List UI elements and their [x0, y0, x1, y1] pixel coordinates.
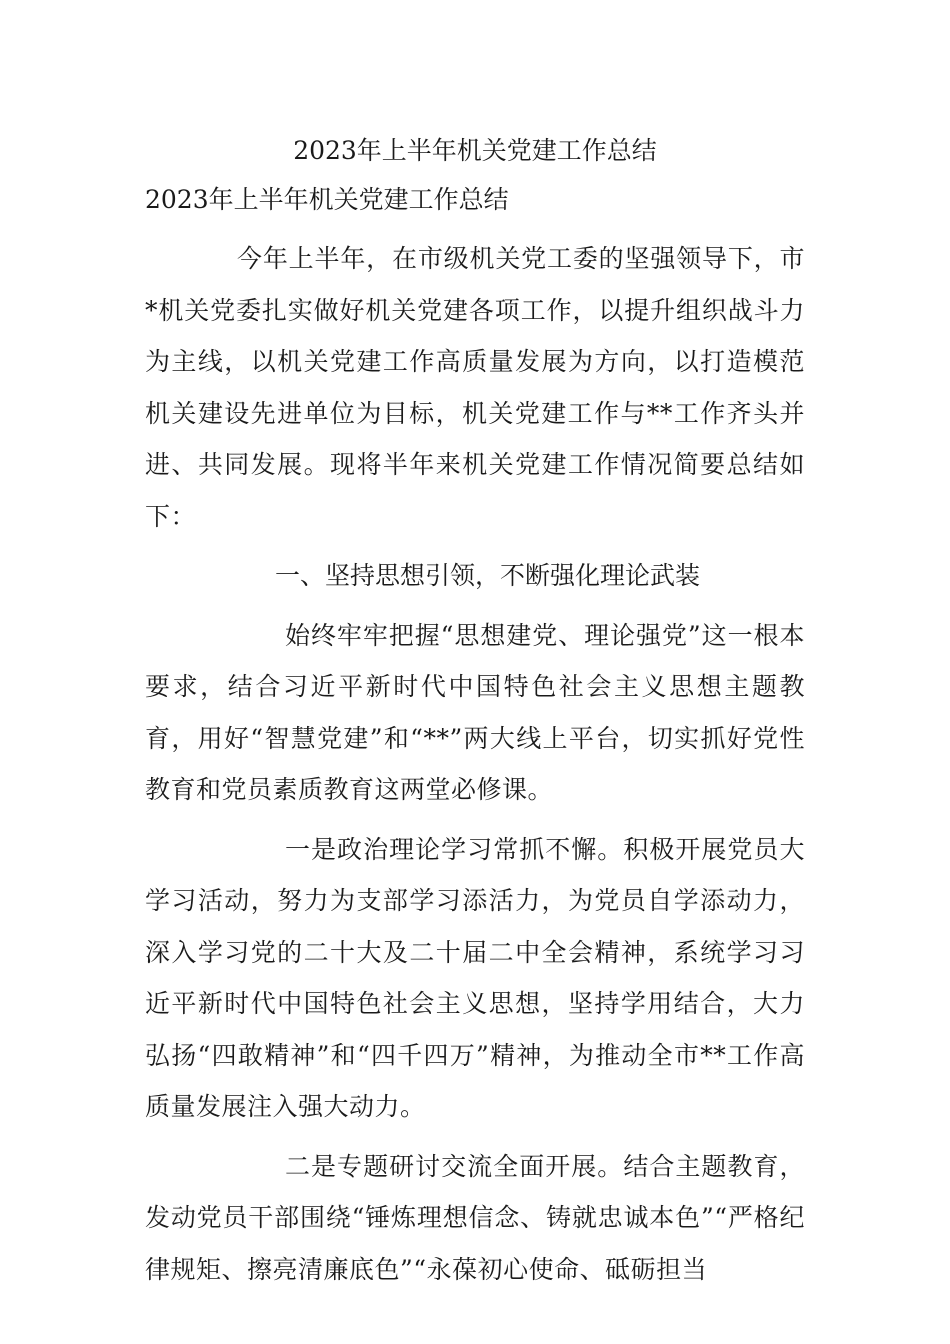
document-title: 2023年上半年机关党建工作总结: [293, 136, 657, 165]
section-1-paragraph: 始终牢牢把握“思想建党、理论强党”这一根本要求，结合习近平新时代中国特色社会主义思想主题教育，用好“智慧党建”和“**”两大线上平台，切实抓好党性教育和党员素质教育这两堂必修课。: [145, 620, 805, 804]
point-2-paragraph: 二是专题研讨交流全面开展。结合主题教育，发动党员干部围绕“锤炼理想信念、铸就忠诚本色”“严格纪律规矩、擦亮清廉底色”“永葆初心使命、砥砺担当: [145, 1151, 805, 1284]
document-subtitle: 2023年上半年机关党建工作总结: [145, 185, 509, 214]
document-body: [145, 233, 805, 1295]
point-1-paragraph: 一是政治理论学习常抓不懈。积极开展党员大学习活动，努力为支部学习添活力，为党员自学添动力，深入学习党的二十大及二十届二中全会精神，系统学习习近平新时代中国特色社会主义思想，坚持学用结合，大力弘扬“四敢精神”和“四千四万”精神，为推动全市**工作高质量发展注入强大动力。: [145, 834, 806, 1121]
intro-paragraph: 今年上半年，在市级机关党工委的坚强领导下，市*机关党委扎实做好机关党建各项工作，以提升组织战斗力为主线，以机关党建工作高质量发展为方向，以打造模范机关建设先进单位为目标，机关党建工作与**工作齐头并进、共同发展。现将半年来机关党建工作情况简要总结如下：: [145, 244, 805, 531]
section-1-heading: 一、坚持思想引领，不断强化理论武装: [275, 561, 701, 590]
